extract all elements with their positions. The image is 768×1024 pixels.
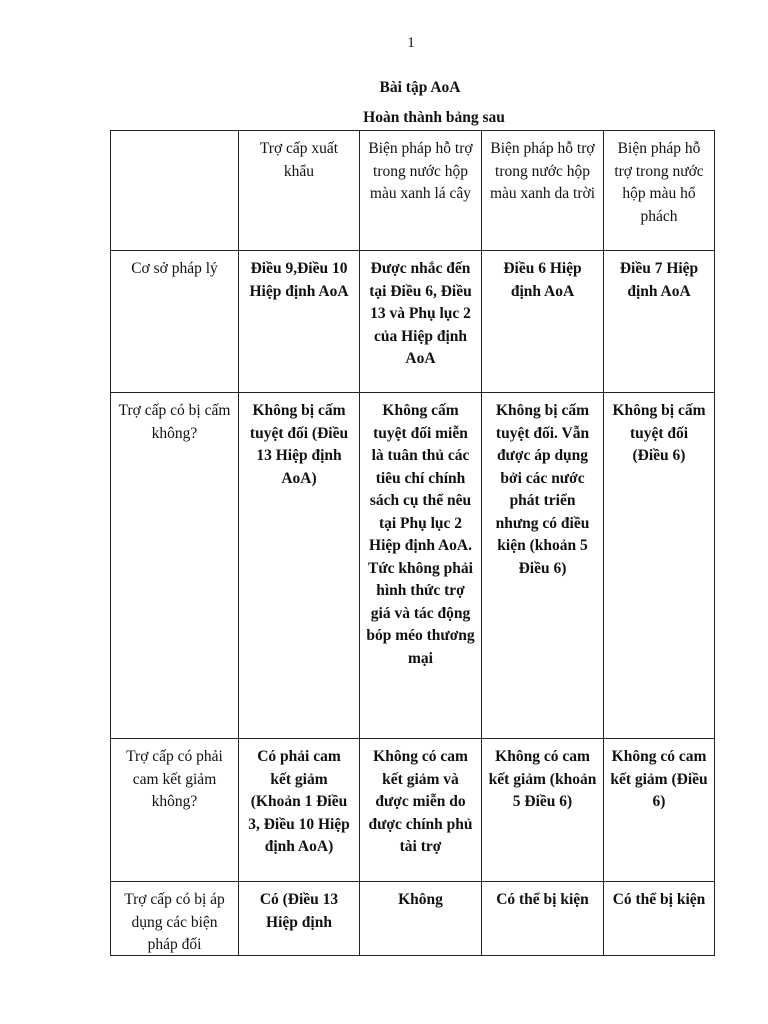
table-cell bbox=[604, 882, 715, 956]
table-cell: Điều 9,Điều 10 Hiệp định AoA bbox=[239, 251, 360, 393]
table-cell: Có phải cam kết giảm (Khoản 1 Điều 3, Điều 10 Hiệp định AoA) bbox=[239, 739, 360, 882]
cell-text: Có thể bị kiện bbox=[612, 891, 706, 908]
header-cell-blue-box: Biện pháp hỗ trợ trong nước hộp màu xanh da trời bbox=[482, 131, 604, 251]
table-cell: Không có cam kết giảm (khoản 5 Điều 6) bbox=[482, 739, 604, 882]
table-cell bbox=[360, 882, 482, 956]
row-label-countermeasures bbox=[111, 882, 239, 956]
table-cell bbox=[482, 882, 604, 956]
header-cell-amber-box: Biện pháp hỗ trợ trong nước hộp màu hổ phách bbox=[604, 131, 715, 251]
table-cell: Điều 7 Hiệp định AoA bbox=[604, 251, 715, 393]
table-row bbox=[111, 251, 715, 393]
cell-text: Không bbox=[398, 891, 443, 908]
cell-text: Trợ cấp có bị áp dụng các biện pháp đối bbox=[124, 891, 225, 953]
table-cell: Được nhắc đến tại Điều 6, Điều 13 và Phụ lục 2 của Hiệp định AoA bbox=[360, 251, 482, 393]
document-title: Bài tập AoA bbox=[379, 79, 461, 96]
table-cell: Không bị cấm tuyệt đối (Điều 6) bbox=[604, 393, 715, 739]
table-header-row bbox=[111, 131, 715, 251]
table-cell: Không có cam kết giảm và được miễn do được chính phủ tài trợ bbox=[360, 739, 482, 882]
row-label-legal-basis: Cơ sở pháp lý bbox=[111, 251, 239, 393]
page-number: 1 bbox=[407, 35, 415, 51]
table-cell bbox=[239, 882, 360, 956]
table-cell: Không bị cấm tuyệt đối (Điều 13 Hiệp định AoA) bbox=[239, 393, 360, 739]
table-row bbox=[111, 882, 715, 956]
table-cell: Không cấm tuyệt đối miễn là tuân thủ các tiêu chí chính sách cụ thể nêu tại Phụ lục 2 Hiệp định AoA. Tức không phải hình thức trợ giá và tác động bóp méo thương mại bbox=[360, 393, 482, 739]
cell-text: Có (Điều 13 Hiệp định bbox=[259, 891, 339, 931]
header-cell-empty bbox=[111, 131, 239, 251]
document-subtitle: Hoàn thành bảng sau bbox=[363, 109, 505, 126]
comparison-table bbox=[110, 130, 715, 956]
table-cell: Không có cam kết giảm (Điều 6) bbox=[604, 739, 715, 882]
row-label-prohibited: Trợ cấp có bị cấm không? bbox=[111, 393, 239, 739]
header-cell-export-subsidy: Trợ cấp xuất khẩu bbox=[239, 131, 360, 251]
row-label-reduction-commitment: Trợ cấp có phải cam kết giảm không? bbox=[111, 739, 239, 882]
table-cell: Không bị cấm tuyệt đối. Vẫn được áp dụng bởi các nước phát triển nhưng có điều kiện (khoản 5 Điều 6) bbox=[482, 393, 604, 739]
header-cell-green-box: Biện pháp hỗ trợ trong nước hộp màu xanh lá cây bbox=[360, 131, 482, 251]
table-row bbox=[111, 739, 715, 882]
table-cell: Điều 6 Hiệp định AoA bbox=[482, 251, 604, 393]
cell-text: Có thể bị kiện bbox=[496, 891, 589, 908]
table-row bbox=[111, 393, 715, 739]
